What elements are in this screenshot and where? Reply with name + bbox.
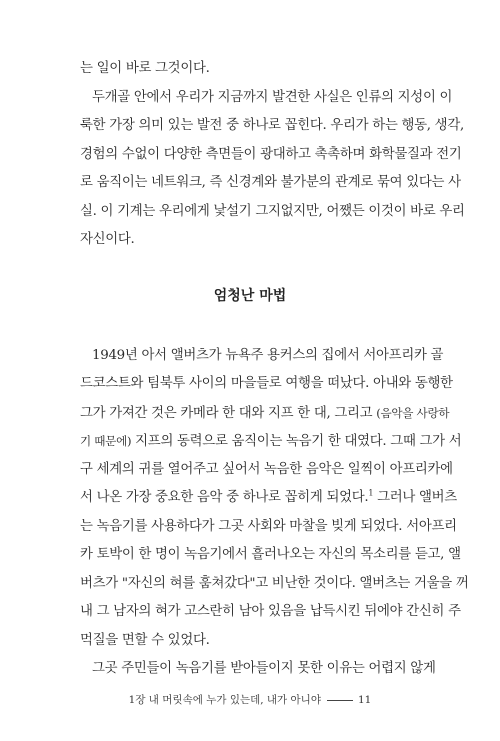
paragraph-line bbox=[80, 488, 457, 507]
paragraph-line: 두개골 안에서 우리가 지금까지 발견한 사실은 인류의 지성이 이 bbox=[92, 90, 453, 105]
paragraph-text: 지프의 동력으로 움직이는 녹음기 한 대였다. 그때 그가 서 bbox=[131, 434, 462, 449]
footer-rule bbox=[327, 700, 353, 701]
paragraph-line bbox=[80, 404, 450, 423]
footnote-marker: 1 bbox=[368, 488, 374, 498]
paragraph-text: 그러나 앨버츠 bbox=[373, 490, 457, 505]
paragraph-line: 는 녹음기를 사용하다가 그곳 사회와 마찰을 빚게 되었다. 서아프리 bbox=[80, 519, 457, 534]
paragraph-line: 는 일이 바로 그것이다. bbox=[80, 61, 210, 76]
paragraph-line: 자신이다. bbox=[80, 232, 135, 247]
paragraph-text: 그가 가져간 것은 카메라 한 대와 지프 한 대, 그리고 bbox=[80, 406, 377, 421]
paragraph-line: 룩한 가장 의미 있는 발전 중 하나로 꼽힌다. 우리가 하는 행동, 생각, bbox=[80, 118, 464, 133]
page-number: 11 bbox=[357, 694, 372, 706]
parenthetical-text: (음악을 사랑하 bbox=[376, 406, 450, 420]
paragraph-text: 서 나온 가장 중요한 음악 중 하나로 꼽히게 되었다. bbox=[80, 490, 369, 505]
section-heading: 엄청난 마법 bbox=[213, 288, 287, 304]
chapter-title: 1장 내 머릿속에 누가 있는데, 내가 아니야 bbox=[128, 694, 321, 706]
paragraph-line: 먹질을 면할 수 있었다. bbox=[80, 633, 210, 648]
paragraph-line: 카 토박이 한 명이 녹음기에서 흘러나오는 자신의 목소리를 듣고, 앨 bbox=[80, 547, 461, 562]
running-footer bbox=[0, 693, 500, 707]
paragraph-line: 드코스트와 팀북투 사이의 마을들로 여행을 떠났다. 아내와 동행한 bbox=[80, 376, 453, 391]
paragraph-line: 구 세계의 귀를 열어주고 싶어서 녹음한 음악은 일찍이 아프리카에 bbox=[80, 462, 453, 477]
paragraph-line: 실. 이 기계는 우리에게 낯설기 그지없지만, 어쨌든 이것이 바로 우리 bbox=[80, 204, 465, 219]
paragraph-line bbox=[80, 432, 462, 451]
parenthetical-text: 기 때문에) bbox=[80, 434, 132, 448]
paragraph-line: 내 그 남자의 혀가 고스란히 남아 있음을 납득시킨 뒤에야 간신히 주 bbox=[80, 604, 461, 619]
paragraph-line: 경험의 수없이 다양한 측면들이 광대하고 촉촉하며 화학물질과 전기 bbox=[80, 147, 462, 162]
paragraph-line: 버츠가 "자신의 혀를 훔쳐갔다"고 비난한 것이다. 앨버츠는 거울을 꺼 bbox=[80, 576, 469, 591]
paragraph-line: 로 움직이는 네트워크, 즉 신경계와 불가분의 관계로 묶여 있다는 사 bbox=[80, 175, 461, 190]
paragraph-line: 1949년 아서 앨버츠가 뉴욕주 용커스의 집에서 서아프리카 골 bbox=[92, 348, 444, 363]
paragraph-line: 그곳 주민들이 녹음기를 받아들이지 못한 이유는 어렵지 않게 bbox=[92, 661, 436, 676]
